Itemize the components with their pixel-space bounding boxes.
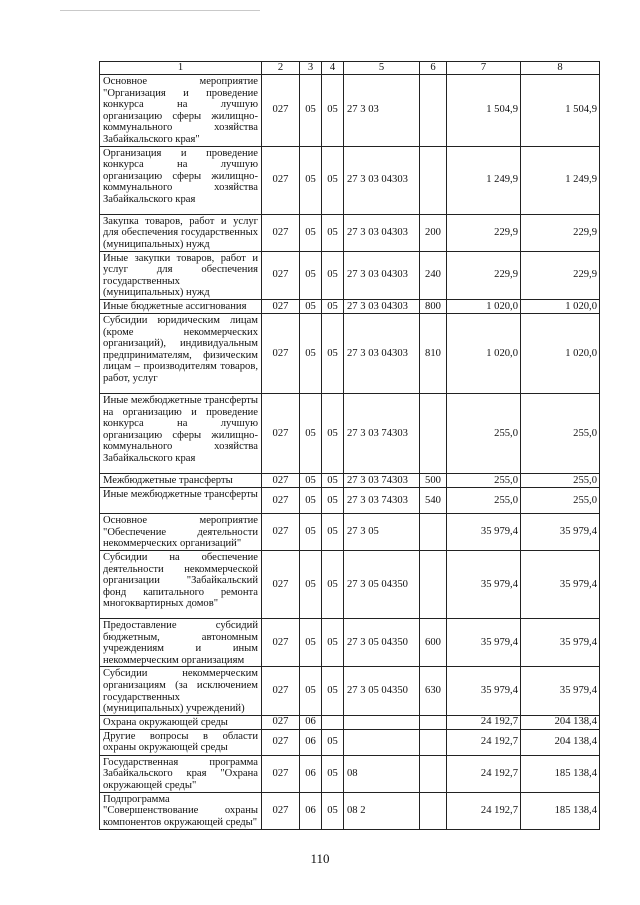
expense-type-cell: 630 <box>420 667 447 715</box>
target-article-cell: 27 3 03 <box>344 75 420 147</box>
target-article-cell: 27 3 03 74303 <box>344 393 420 473</box>
section-code-cell: 05 <box>300 487 322 513</box>
ved-code-cell: 027 <box>262 792 300 829</box>
amount-year2-cell: 204 138,4 <box>521 715 600 729</box>
amount-year2-cell: 1 249,9 <box>521 146 600 214</box>
amount-year1-cell: 229,9 <box>447 251 521 299</box>
table-row <box>100 513 600 550</box>
table-row <box>100 550 600 618</box>
amount-year1-cell: 255,0 <box>447 487 521 513</box>
expense-type-cell: 810 <box>420 313 447 393</box>
expense-type-cell <box>420 715 447 729</box>
amount-year2-cell: 35 979,4 <box>521 618 600 666</box>
amount-year1-cell: 1 020,0 <box>447 299 521 313</box>
target-article-cell: 27 3 05 04350 <box>344 550 420 618</box>
row-name-cell: Государственная программа Забайкальского края "Охрана окружающей среды" <box>100 755 262 792</box>
header-cell-8: 8 <box>521 62 600 75</box>
section-code-cell: 05 <box>300 214 322 251</box>
table-row <box>100 618 600 666</box>
amount-year2-cell: 1 020,0 <box>521 299 600 313</box>
expense-type-cell <box>420 75 447 147</box>
section-code-cell: 05 <box>300 393 322 473</box>
section-code-cell: 05 <box>300 146 322 214</box>
table-row <box>100 755 600 792</box>
row-name-cell: Закупка товаров, работ и услуг для обеспечения государственных (муниципальных) нужд <box>100 214 262 251</box>
target-article-cell: 27 3 05 04350 <box>344 618 420 666</box>
row-name-cell: Иные межбюджетные трансферты <box>100 487 262 513</box>
ved-code-cell: 027 <box>262 618 300 666</box>
scan-artifact-line <box>60 10 260 11</box>
table-row <box>100 792 600 829</box>
target-article-cell: 27 3 05 04350 <box>344 667 420 715</box>
section-code-cell: 06 <box>300 755 322 792</box>
target-article-cell: 27 3 03 04303 <box>344 313 420 393</box>
expense-type-cell <box>420 729 447 755</box>
amount-year2-cell: 1 020,0 <box>521 313 600 393</box>
subsection-code-cell: 05 <box>322 667 344 715</box>
ved-code-cell: 027 <box>262 487 300 513</box>
subsection-code-cell <box>322 715 344 729</box>
subsection-code-cell: 05 <box>322 550 344 618</box>
ved-code-cell: 027 <box>262 313 300 393</box>
expense-type-cell <box>420 146 447 214</box>
amount-year1-cell: 24 192,7 <box>447 792 521 829</box>
table-row <box>100 487 600 513</box>
section-code-cell: 05 <box>300 313 322 393</box>
amount-year2-cell: 229,9 <box>521 214 600 251</box>
amount-year2-cell: 229,9 <box>521 251 600 299</box>
row-name-cell: Межбюджетные трансферты <box>100 473 262 487</box>
target-article-cell: 27 3 03 04303 <box>344 299 420 313</box>
ved-code-cell: 027 <box>262 715 300 729</box>
row-name-cell: Субсидии юридическим лицам (кроме некоммерческих организаций), индивидуальным предпринимателям, физическим лицам – производителям товаров, работ, услуг <box>100 313 262 393</box>
table-row <box>100 251 600 299</box>
table-row <box>100 473 600 487</box>
ved-code-cell: 027 <box>262 473 300 487</box>
amount-year1-cell: 229,9 <box>447 214 521 251</box>
amount-year2-cell: 204 138,4 <box>521 729 600 755</box>
row-name-cell: Охрана окружающей среды <box>100 715 262 729</box>
amount-year1-cell: 24 192,7 <box>447 755 521 792</box>
expense-type-cell: 200 <box>420 214 447 251</box>
section-code-cell: 06 <box>300 729 322 755</box>
target-article-cell: 08 <box>344 755 420 792</box>
table-row <box>100 667 600 715</box>
ved-code-cell: 027 <box>262 251 300 299</box>
ved-code-cell: 027 <box>262 667 300 715</box>
ved-code-cell: 027 <box>262 755 300 792</box>
target-article-cell: 27 3 03 74303 <box>344 473 420 487</box>
section-code-cell: 05 <box>300 618 322 666</box>
amount-year2-cell: 35 979,4 <box>521 550 600 618</box>
amount-year1-cell: 35 979,4 <box>447 618 521 666</box>
target-article-cell: 27 3 05 <box>344 513 420 550</box>
section-code-cell: 06 <box>300 792 322 829</box>
row-name-cell: Иные бюджетные ассигнования <box>100 299 262 313</box>
subsection-code-cell: 05 <box>322 393 344 473</box>
expense-type-cell: 600 <box>420 618 447 666</box>
ved-code-cell: 027 <box>262 550 300 618</box>
row-name-cell: Основное мероприятие "Организация и проведение конкурса на лучшую организацию сферы жилищно-коммунального хозяйства Забайкальского края" <box>100 75 262 147</box>
table-row <box>100 75 600 147</box>
row-name-cell: Организация и проведение конкурса на лучшую организацию сферы жилищно-коммунального хозяйства Забайкальского края <box>100 146 262 214</box>
expense-type-cell <box>420 393 447 473</box>
section-code-cell: 05 <box>300 550 322 618</box>
table-row <box>100 393 600 473</box>
row-name-cell: Основное мероприятие "Обеспечение деятельности некоммерческих организаций" <box>100 513 262 550</box>
header-cell-4: 4 <box>322 62 344 75</box>
expense-type-cell <box>420 755 447 792</box>
row-name-cell: Субсидии на обеспечение деятельности некоммерческой организации "Забайкальский фонд капитального ремонта многоквартирных домов" <box>100 550 262 618</box>
ved-code-cell: 027 <box>262 729 300 755</box>
ved-code-cell: 027 <box>262 214 300 251</box>
row-name-cell: Субсидии некоммерческим организациям (за исключением государственных (муниципальных) учреждений) <box>100 667 262 715</box>
table-row <box>100 146 600 214</box>
table-row <box>100 729 600 755</box>
subsection-code-cell: 05 <box>322 618 344 666</box>
amount-year1-cell: 35 979,4 <box>447 550 521 618</box>
table-row <box>100 313 600 393</box>
header-cell-3: 3 <box>300 62 322 75</box>
subsection-code-cell: 05 <box>322 473 344 487</box>
amount-year1-cell: 35 979,4 <box>447 667 521 715</box>
amount-year2-cell: 185 138,4 <box>521 755 600 792</box>
budget-table <box>99 61 600 830</box>
ved-code-cell: 027 <box>262 513 300 550</box>
subsection-code-cell: 05 <box>322 146 344 214</box>
amount-year2-cell: 35 979,4 <box>521 513 600 550</box>
section-code-cell: 05 <box>300 251 322 299</box>
amount-year1-cell: 1 504,9 <box>447 75 521 147</box>
expense-type-cell: 540 <box>420 487 447 513</box>
row-name-cell: Иные закупки товаров, работ и услуг для обеспечения государственных (муниципальных) нужд <box>100 251 262 299</box>
target-article-cell <box>344 729 420 755</box>
header-cell-7: 7 <box>447 62 521 75</box>
row-name-cell: Другие вопросы в области охраны окружающей среды <box>100 729 262 755</box>
amount-year2-cell: 255,0 <box>521 487 600 513</box>
expense-type-cell: 800 <box>420 299 447 313</box>
section-code-cell: 05 <box>300 473 322 487</box>
header-cell-1: 1 <box>100 62 262 75</box>
section-code-cell: 06 <box>300 715 322 729</box>
amount-year1-cell: 35 979,4 <box>447 513 521 550</box>
amount-year1-cell: 24 192,7 <box>447 729 521 755</box>
subsection-code-cell: 05 <box>322 313 344 393</box>
expense-type-cell <box>420 550 447 618</box>
amount-year1-cell: 1 020,0 <box>447 313 521 393</box>
table-row <box>100 715 600 729</box>
section-code-cell: 05 <box>300 299 322 313</box>
amount-year2-cell: 255,0 <box>521 473 600 487</box>
target-article-cell <box>344 715 420 729</box>
row-name-cell: Предоставление субсидий бюджетным, автономным учреждениям и иным некоммерческим организациям <box>100 618 262 666</box>
section-code-cell: 05 <box>300 75 322 147</box>
amount-year1-cell: 24 192,7 <box>447 715 521 729</box>
amount-year2-cell: 35 979,4 <box>521 667 600 715</box>
target-article-cell: 27 3 03 74303 <box>344 487 420 513</box>
expense-type-cell <box>420 792 447 829</box>
ved-code-cell: 027 <box>262 393 300 473</box>
target-article-cell: 27 3 03 04303 <box>344 146 420 214</box>
subsection-code-cell: 05 <box>322 729 344 755</box>
amount-year2-cell: 255,0 <box>521 393 600 473</box>
header-cell-2: 2 <box>262 62 300 75</box>
amount-year2-cell: 185 138,4 <box>521 792 600 829</box>
ved-code-cell: 027 <box>262 299 300 313</box>
amount-year1-cell: 255,0 <box>447 393 521 473</box>
subsection-code-cell: 05 <box>322 299 344 313</box>
expense-type-cell <box>420 513 447 550</box>
subsection-code-cell: 05 <box>322 75 344 147</box>
amount-year2-cell: 1 504,9 <box>521 75 600 147</box>
subsection-code-cell: 05 <box>322 251 344 299</box>
subsection-code-cell: 05 <box>322 755 344 792</box>
table-row <box>100 214 600 251</box>
expense-type-cell: 500 <box>420 473 447 487</box>
target-article-cell: 27 3 03 04303 <box>344 214 420 251</box>
amount-year1-cell: 1 249,9 <box>447 146 521 214</box>
header-cell-5: 5 <box>344 62 420 75</box>
subsection-code-cell: 05 <box>322 214 344 251</box>
row-name-cell: Иные межбюджетные трансферты на организацию и проведение конкурса на лучшую организацию сферы жилищно-коммунального хозяйства Забайкальского края <box>100 393 262 473</box>
subsection-code-cell: 05 <box>322 487 344 513</box>
expense-type-cell: 240 <box>420 251 447 299</box>
ved-code-cell: 027 <box>262 75 300 147</box>
table-row <box>100 299 600 313</box>
table-header-row <box>100 62 600 75</box>
section-code-cell: 05 <box>300 667 322 715</box>
subsection-code-cell: 05 <box>322 792 344 829</box>
page-number: 110 <box>310 851 330 866</box>
header-cell-6: 6 <box>420 62 447 75</box>
section-code-cell: 05 <box>300 513 322 550</box>
amount-year1-cell: 255,0 <box>447 473 521 487</box>
target-article-cell: 27 3 03 04303 <box>344 251 420 299</box>
target-article-cell: 08 2 <box>344 792 420 829</box>
ved-code-cell: 027 <box>262 146 300 214</box>
row-name-cell: Подпрограмма "Совершенствование охраны компонентов окружающей среды" <box>100 792 262 829</box>
subsection-code-cell: 05 <box>322 513 344 550</box>
